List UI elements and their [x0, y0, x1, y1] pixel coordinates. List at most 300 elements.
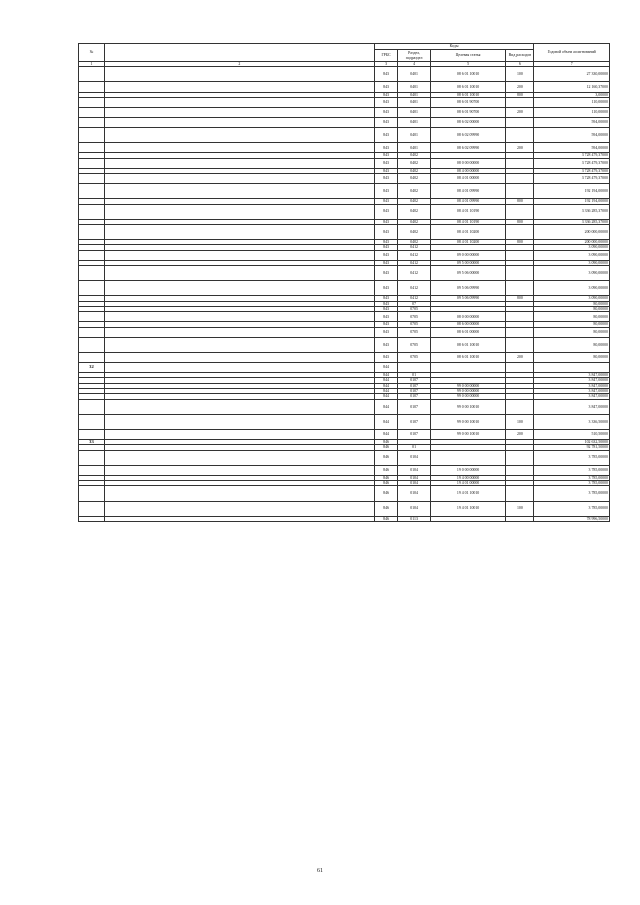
row-section: 0107 — [398, 394, 430, 399]
row-number — [79, 281, 105, 296]
header-num-6: 6 — [506, 62, 534, 67]
row-vr — [506, 516, 534, 521]
row-amount: 3 090,00000 — [534, 266, 610, 281]
row-target: 08 6 01 10010 — [430, 82, 506, 92]
row-amount: 3 728 479,37000 — [534, 158, 610, 168]
row-number — [79, 67, 105, 82]
row-section: 0402 — [398, 225, 430, 240]
row-vr — [506, 486, 534, 501]
row-grbs: 846 — [374, 445, 398, 450]
row-target: 08 6 01 10010 — [430, 67, 506, 82]
header-num-3: 3 — [374, 62, 398, 67]
row-section: 0401 — [398, 67, 430, 82]
row-amount: 80,00000 — [534, 301, 610, 306]
row-number — [79, 250, 105, 260]
row-vr — [506, 450, 534, 465]
table-row — [79, 118, 610, 128]
row-grbs: 843 — [374, 128, 398, 143]
table-row — [79, 465, 610, 475]
header-no: № — [79, 44, 105, 62]
row-vr — [506, 327, 534, 337]
row-grbs: 843 — [374, 168, 398, 173]
row-vr — [506, 465, 534, 475]
row-amount: 594,00000 — [534, 128, 610, 143]
row-amount: 3 090,00000 — [534, 250, 610, 260]
row-number — [79, 128, 105, 143]
row-section: 0104 — [398, 450, 430, 465]
row-label — [104, 97, 374, 107]
row-grbs: 843 — [374, 281, 398, 296]
row-amount: 3 785,00000 — [534, 486, 610, 501]
row-label — [104, 225, 374, 240]
row-section: 01 — [398, 445, 430, 450]
header-amount: Годовой объем ассигнований — [534, 44, 610, 62]
row-vr — [506, 250, 534, 260]
row-grbs: 843 — [374, 184, 398, 199]
row-number — [79, 414, 105, 429]
row-grbs: 843 — [374, 158, 398, 168]
row-grbs: 844 — [374, 394, 398, 399]
table-row — [79, 82, 610, 92]
row-grbs: 844 — [374, 389, 398, 394]
row-vr — [506, 225, 534, 240]
row-grbs: 843 — [374, 204, 398, 219]
row-section: 0401 — [398, 143, 430, 153]
row-section: 0412 — [398, 296, 430, 301]
row-target: 19 4 01 10010 — [430, 501, 506, 516]
row-target: 08 0 00 00000 — [430, 312, 506, 322]
row-section: 0402 — [398, 153, 430, 158]
row-amount: 3 336,50000 — [534, 414, 610, 429]
row-amount: 80,00000 — [534, 327, 610, 337]
row-target: 08 6 01 00000 — [430, 327, 506, 337]
row-target: 08 6 01 10010 — [430, 352, 506, 362]
row-target: 09 0 00 00000 — [430, 250, 506, 260]
row-vr: 100 — [506, 67, 534, 82]
row-number — [79, 486, 105, 501]
row-grbs: 843 — [374, 307, 398, 312]
row-label — [104, 143, 374, 153]
row-amount: 192 194,00000 — [534, 184, 610, 199]
row-target: 08 6 00 00000 — [430, 322, 506, 327]
table-row — [79, 450, 610, 465]
row-amount: 80,00000 — [534, 337, 610, 352]
row-vr — [506, 363, 534, 373]
row-section: 0412 — [398, 281, 430, 296]
row-grbs: 843 — [374, 260, 398, 265]
table-row — [79, 516, 610, 521]
row-section: 0107 — [398, 414, 430, 429]
row-number — [79, 97, 105, 107]
row-vr — [506, 281, 534, 296]
table-row — [79, 107, 610, 117]
row-grbs: 843 — [374, 225, 398, 240]
row-grbs: 843 — [374, 153, 398, 158]
row-number — [79, 266, 105, 281]
row-amount: 110,00000 — [534, 97, 610, 107]
row-grbs: 844 — [374, 383, 398, 388]
row-target: 09 5 06 09990 — [430, 281, 506, 296]
row-section: 0412 — [398, 266, 430, 281]
row-section: 0107 — [398, 429, 430, 439]
row-vr: 200 — [506, 429, 534, 439]
row-label — [104, 465, 374, 475]
row-label — [104, 118, 374, 128]
row-label — [104, 501, 374, 516]
row-vr — [506, 399, 534, 414]
row-number — [79, 312, 105, 322]
row-vr — [506, 337, 534, 352]
row-amount: 3 847,00000 — [534, 383, 610, 388]
row-amount: 594,00000 — [534, 118, 610, 128]
row-number — [79, 465, 105, 475]
row-grbs: 843 — [374, 352, 398, 362]
header-target: Целевая статья — [430, 50, 506, 62]
row-amount: 80,00000 — [534, 322, 610, 327]
table-row — [79, 67, 610, 82]
row-vr: 200 — [506, 352, 534, 362]
row-target: 08 6 02 00000 — [430, 118, 506, 128]
row-grbs: 843 — [374, 312, 398, 322]
row-amount: 3 785,00000 — [534, 481, 610, 486]
row-label — [104, 337, 374, 352]
row-number — [79, 225, 105, 240]
row-label — [104, 399, 374, 414]
row-grbs: 844 — [374, 429, 398, 439]
row-number — [79, 337, 105, 352]
row-number — [79, 501, 105, 516]
header-num-1: 1 — [79, 62, 105, 67]
row-amount: 3 847,00000 — [534, 394, 610, 399]
row-label — [104, 158, 374, 168]
row-grbs: 843 — [374, 240, 398, 245]
table-header — [79, 44, 610, 67]
row-number — [79, 143, 105, 153]
row-number — [79, 450, 105, 465]
row-section: 0402 — [398, 199, 430, 204]
row-target: 19 0 00 00000 — [430, 465, 506, 475]
row-section: 0401 — [398, 118, 430, 128]
row-amount: 3 847,00000 — [534, 378, 610, 383]
row-section: 0402 — [398, 184, 430, 199]
row-label — [104, 429, 374, 439]
row-label — [104, 327, 374, 337]
row-vr: 100 — [506, 501, 534, 516]
row-grbs: 843 — [374, 219, 398, 224]
row-grbs: 846 — [374, 481, 398, 486]
row-vr — [506, 118, 534, 128]
row-section: 0705 — [398, 352, 430, 362]
row-grbs: 843 — [374, 250, 398, 260]
row-target — [430, 516, 506, 521]
row-target: 19 4 01 00000 — [430, 481, 506, 486]
row-number — [79, 327, 105, 337]
row-section: 0705 — [398, 312, 430, 322]
row-vr: 800 — [506, 219, 534, 224]
row-label — [104, 281, 374, 296]
row-amount: 3 090,00000 — [534, 245, 610, 250]
row-target: 19 4 00 00000 — [430, 475, 506, 480]
row-number — [79, 516, 105, 521]
row-target: 09 5 06 09990 — [430, 296, 506, 301]
row-number — [79, 82, 105, 92]
row-section: 0104 — [398, 475, 430, 480]
row-label — [104, 128, 374, 143]
row-section: 0107 — [398, 399, 430, 414]
row-target — [430, 363, 506, 373]
budget-allocation-table — [78, 43, 610, 522]
row-amount: 3 336 285,37000 — [534, 219, 610, 224]
row-section: 0705 — [398, 337, 430, 352]
table-row — [79, 352, 610, 362]
row-amount: 594,00000 — [534, 143, 610, 153]
row-amount: 3 847,00000 — [534, 373, 610, 378]
row-vr: 800 — [506, 92, 534, 97]
row-target: 99 0 00 00000 — [430, 389, 506, 394]
header-num-7: 7 — [534, 62, 610, 67]
row-amount: 192 194,00000 — [534, 199, 610, 204]
row-section: 0401 — [398, 128, 430, 143]
row-vr: 800 — [506, 240, 534, 245]
row-amount: 102 632,50000 — [534, 439, 610, 444]
table-row — [79, 312, 610, 322]
row-label — [104, 312, 374, 322]
row-section: 01 — [398, 373, 430, 378]
row-target: 08 4 01 10200 — [430, 240, 506, 245]
table-row — [79, 174, 610, 184]
table-row — [79, 143, 610, 153]
row-vr — [506, 128, 534, 143]
table-row — [79, 327, 610, 337]
row-grbs: 843 — [374, 266, 398, 281]
row-amount: 3 728 479,37000 — [534, 174, 610, 184]
row-grbs: 844 — [374, 373, 398, 378]
row-vr — [506, 312, 534, 322]
row-grbs: 843 — [374, 327, 398, 337]
table-row — [79, 266, 610, 281]
row-grbs: 846 — [374, 475, 398, 480]
row-section: 07 — [398, 301, 430, 306]
row-vr: 100 — [506, 414, 534, 429]
row-amount: 200 000,00000 — [534, 240, 610, 245]
row-target: 08 6 02 09990 — [430, 128, 506, 143]
row-grbs: 843 — [374, 245, 398, 250]
row-grbs: 844 — [374, 363, 398, 373]
row-number — [79, 107, 105, 117]
row-number: 32 — [79, 363, 105, 373]
row-grbs: 843 — [374, 107, 398, 117]
row-number — [79, 174, 105, 184]
row-label — [104, 450, 374, 465]
row-amount: 80,00000 — [534, 307, 610, 312]
row-label — [104, 486, 374, 501]
row-section: 0401 — [398, 107, 430, 117]
row-amount: 3 728 479,37000 — [534, 168, 610, 173]
row-section: 0412 — [398, 250, 430, 260]
row-grbs: 843 — [374, 97, 398, 107]
row-grbs: 843 — [374, 143, 398, 153]
row-amount: 3 847,00000 — [534, 389, 610, 394]
row-section: 0402 — [398, 219, 430, 224]
row-number — [79, 184, 105, 199]
row-target: 08 4 01 00000 — [430, 174, 506, 184]
row-label — [104, 250, 374, 260]
row-number: 33 — [79, 439, 105, 444]
row-grbs: 843 — [374, 92, 398, 97]
row-amount: 3 785,00000 — [534, 465, 610, 475]
row-vr: 800 — [506, 296, 534, 301]
row-section: 0104 — [398, 481, 430, 486]
row-target: 08 4 01 10200 — [430, 225, 506, 240]
row-target: 19 4 01 10010 — [430, 486, 506, 501]
table-row — [79, 337, 610, 352]
row-grbs: 843 — [374, 67, 398, 82]
row-section: 0402 — [398, 204, 430, 219]
row-section: 0402 — [398, 174, 430, 184]
row-amount: 3 785,00000 — [534, 450, 610, 465]
row-section: 0401 — [398, 97, 430, 107]
row-label — [104, 516, 374, 521]
row-grbs: 844 — [374, 378, 398, 383]
row-amount: 78 996,50000 — [534, 516, 610, 521]
table-row — [79, 486, 610, 501]
header-num-4: 4 — [398, 62, 430, 67]
table-row — [79, 250, 610, 260]
row-target: 08 4 01 10190 — [430, 219, 506, 224]
row-grbs: 843 — [374, 199, 398, 204]
row-vr — [506, 97, 534, 107]
row-grbs: 843 — [374, 322, 398, 327]
row-amount: 27 330,00000 — [534, 67, 610, 82]
row-target: 08 6 01 90700 — [430, 107, 506, 117]
row-label — [104, 67, 374, 82]
row-amount: 3 090,00000 — [534, 296, 610, 301]
row-target: 09 5 00 00000 — [430, 260, 506, 265]
row-target: 99 0 00 00000 — [430, 383, 506, 388]
row-amount: 3,00000 — [534, 92, 610, 97]
row-amount: 3 785,00000 — [534, 475, 610, 480]
header-vr: Вид расходов — [506, 50, 534, 62]
row-section: 0705 — [398, 322, 430, 327]
row-number — [79, 204, 105, 219]
row-section: 0104 — [398, 465, 430, 475]
row-amount — [534, 363, 610, 373]
row-target: 09 5 06 00000 — [430, 266, 506, 281]
row-target: 99 0 00 10010 — [430, 399, 506, 414]
row-amount: 3 090,00000 — [534, 281, 610, 296]
row-grbs: 843 — [374, 296, 398, 301]
row-grbs: 844 — [374, 399, 398, 414]
row-amount: 3 785,00000 — [534, 501, 610, 516]
row-vr — [506, 204, 534, 219]
table-row — [79, 501, 610, 516]
row-vr — [506, 174, 534, 184]
row-label — [104, 204, 374, 219]
table-row — [79, 97, 610, 107]
row-vr — [506, 184, 534, 199]
row-label — [104, 414, 374, 429]
row-amount: 92 781,50000 — [534, 445, 610, 450]
row-grbs: 843 — [374, 174, 398, 184]
row-grbs: 843 — [374, 337, 398, 352]
row-amount: 3 090,00000 — [534, 260, 610, 265]
row-section: 0402 — [398, 168, 430, 173]
header-num-5: 5 — [430, 62, 506, 67]
header-grbs: ГРБС — [374, 50, 398, 62]
row-vr: 800 — [506, 199, 534, 204]
row-amount: 110,00000 — [534, 107, 610, 117]
table-row — [79, 225, 610, 240]
row-target: 08 6 01 10010 — [430, 337, 506, 352]
row-label — [104, 82, 374, 92]
row-section: 0412 — [398, 245, 430, 250]
row-section: 0705 — [398, 307, 430, 312]
row-section: 0705 — [398, 327, 430, 337]
row-target: 08 6 01 90700 — [430, 97, 506, 107]
row-grbs: 844 — [374, 414, 398, 429]
row-amount: 80,00000 — [534, 352, 610, 362]
row-amount: 3 728 479,37000 — [534, 153, 610, 158]
row-target — [430, 450, 506, 465]
header-section: Раздел, подраздел — [398, 50, 430, 62]
row-label — [104, 107, 374, 117]
row-section: 0113 — [398, 516, 430, 521]
row-vr: 200 — [506, 143, 534, 153]
table-row — [79, 184, 610, 199]
row-target: 08 4 00 00000 — [430, 168, 506, 173]
row-amount: 200 000,00000 — [534, 225, 610, 240]
table-row — [79, 414, 610, 429]
row-number — [79, 429, 105, 439]
table-body — [79, 67, 610, 522]
row-section: 0107 — [398, 383, 430, 388]
row-label — [104, 184, 374, 199]
row-section: 0107 — [398, 378, 430, 383]
table-row — [79, 399, 610, 414]
row-number — [79, 352, 105, 362]
row-vr: 200 — [506, 107, 534, 117]
row-number — [79, 158, 105, 168]
row-target: 08 6 01 10010 — [430, 92, 506, 97]
page-number: 61 — [317, 868, 323, 874]
row-section: 0402 — [398, 158, 430, 168]
row-grbs: 843 — [374, 82, 398, 92]
row-vr — [506, 158, 534, 168]
row-section: 0104 — [398, 501, 430, 516]
row-section — [398, 363, 430, 373]
row-target: 99 0 00 10010 — [430, 429, 506, 439]
row-grbs: 846 — [374, 501, 398, 516]
row-label — [104, 363, 374, 373]
row-target: 08 4 01 09990 — [430, 199, 506, 204]
row-number — [79, 118, 105, 128]
row-section: 0402 — [398, 240, 430, 245]
row-section: 0401 — [398, 92, 430, 97]
table-row — [79, 281, 610, 296]
row-target: 99 0 00 10010 — [430, 414, 506, 429]
row-amount: 80,00000 — [534, 312, 610, 322]
row-grbs: 846 — [374, 486, 398, 501]
row-grbs: 846 — [374, 516, 398, 521]
header-name — [104, 44, 374, 62]
table-row — [79, 363, 610, 373]
table-row — [79, 204, 610, 219]
row-section: 0401 — [398, 82, 430, 92]
row-target: 08 4 01 09990 — [430, 184, 506, 199]
row-amount: 510,50000 — [534, 429, 610, 439]
header-codes: Коды — [374, 44, 534, 50]
row-label — [104, 266, 374, 281]
